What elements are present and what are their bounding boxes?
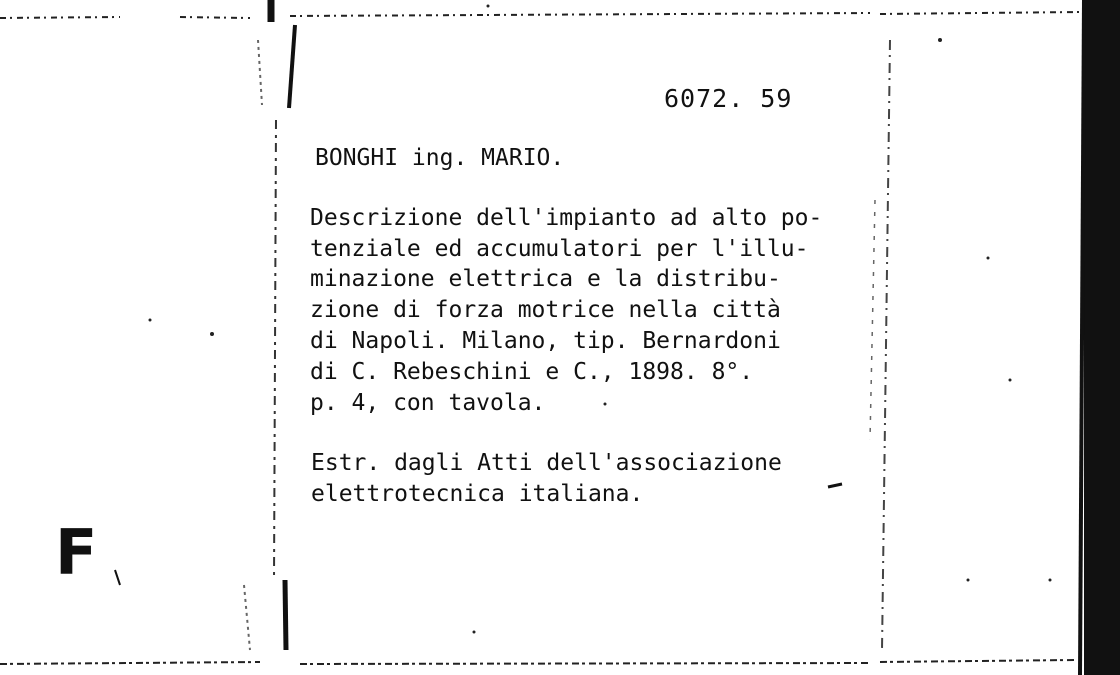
author-heading: BONGHI ing. MARIO. — [315, 145, 565, 171]
extract-note-line: elettrotecnica italiana. — [311, 481, 644, 507]
description-line: tenziale ed accumulatori per l'illu- — [310, 236, 809, 262]
shelfmark-number: 6072. 59 — [664, 84, 793, 113]
description-line: zione di forza motrice nella città — [310, 297, 781, 323]
description-line: p. 4, con tavola. — [310, 390, 546, 416]
description-line: minazione elettrica e la distribu- — [310, 266, 781, 292]
description-line: Descrizione dell'impianto ad alto po- — [310, 205, 823, 231]
extract-note-line: Estr. dagli Atti dell'associazione — [311, 450, 782, 476]
description-line: di C. Rebeschini e C., 1898. 8°. — [310, 359, 754, 385]
description-line: di Napoli. Milano, tip. Bernardoni — [310, 328, 781, 354]
margin-stamp-letter: F — [55, 516, 98, 589]
